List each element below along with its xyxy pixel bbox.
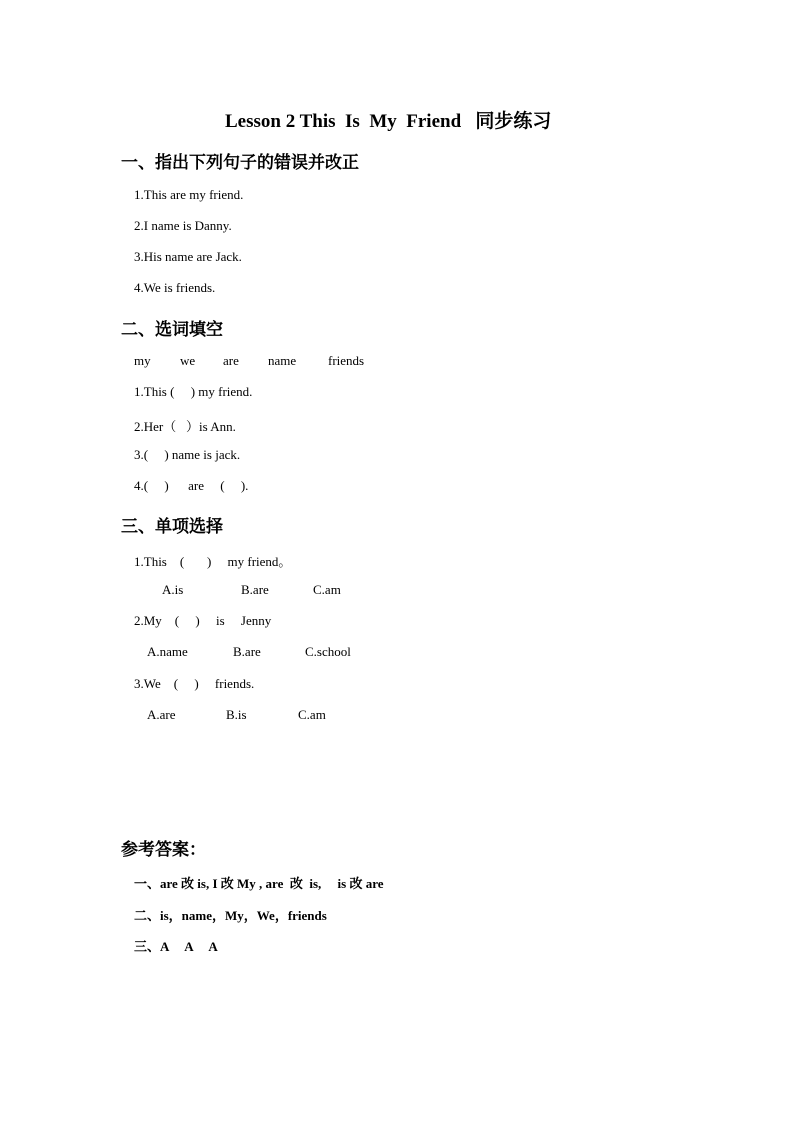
section-1-item: 4.We is friends. xyxy=(134,280,216,295)
section-1-heading: 一、指出下列句子的错误并改正 xyxy=(121,153,359,172)
word-bank-word: name xyxy=(268,353,297,368)
page-title: Lesson 2 This Is My Friend 同步练习 xyxy=(225,111,552,132)
option: C.am xyxy=(313,582,341,597)
section-2-heading: 二、选词填空 xyxy=(121,320,223,339)
word-bank-word: are xyxy=(223,353,239,368)
section-2-item: 1.This ( ) my friend. xyxy=(134,384,253,399)
option: C.am xyxy=(298,707,326,722)
option: B.are xyxy=(233,644,261,659)
option: B.is xyxy=(226,707,247,722)
word-bank-word: we xyxy=(180,353,196,368)
section-1-item: 3.His name are Jack. xyxy=(134,249,242,264)
word-bank-word: friends xyxy=(328,353,365,368)
option: A.are xyxy=(147,707,176,722)
answer-line: 一、are 改 is, I 改 My , are 改 is, is 改 are xyxy=(134,876,384,891)
word-bank-word: my xyxy=(134,353,151,368)
answers-heading: 参考答案： xyxy=(121,840,206,859)
answer-line: 三、A A A xyxy=(134,939,218,954)
section-3-heading: 三、单项选择 xyxy=(121,517,223,536)
option: A.is xyxy=(162,582,184,597)
question-stem: 1.This ( ) my friend。 xyxy=(134,554,292,569)
section-1-item: 1.This are my friend. xyxy=(134,187,244,202)
option: A.name xyxy=(147,644,188,659)
section-2-item: 3.( ) name is jack. xyxy=(134,447,241,462)
question-stem: 3.We ( ) friends. xyxy=(134,676,255,691)
question-stem: 2.My ( ) is Jenny xyxy=(134,613,272,628)
option: B.are xyxy=(241,582,269,597)
section-2-item: 4.( ) are ( ). xyxy=(134,478,249,493)
section-1-item: 2.I name is Danny. xyxy=(134,218,232,233)
option: C.school xyxy=(305,644,351,659)
answer-line: 二、is，name，My，We，friends xyxy=(134,908,327,923)
section-2-item: 2.Her（ ）is Ann. xyxy=(134,419,236,434)
